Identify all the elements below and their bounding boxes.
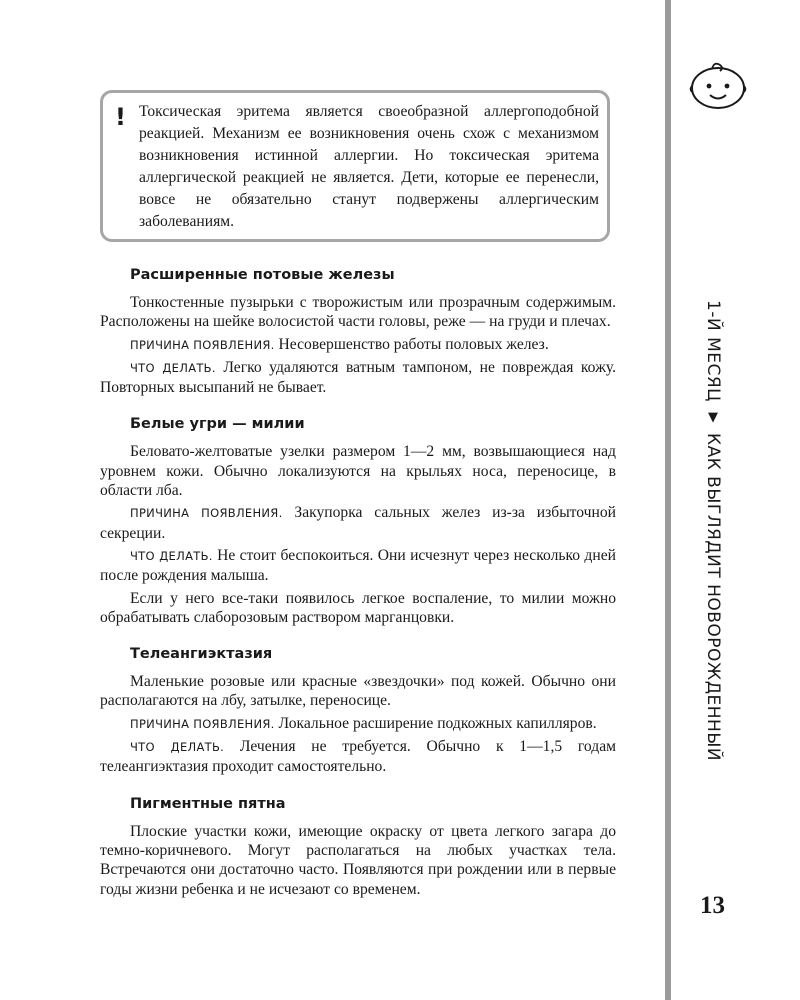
cause-paragraph xyxy=(100,503,616,543)
section-heading: Пигментные пятна xyxy=(130,795,286,812)
section-description: Маленькие розовые или красные «звездочки» под кожей. Обычно они располагаются на лбу, затылке, переносице. xyxy=(100,673,616,710)
action-text: Лечения не требуется. Обычно к 1—1,5 годам телеангиэктазия проходит самостоятельно. xyxy=(100,738,616,776)
section-pigment-spots xyxy=(100,795,616,899)
cause-text: Несовершенство работы половых желез. xyxy=(278,335,549,353)
exclamation-icon: ! xyxy=(115,103,126,131)
chapter-topic: КАК ВЫГЛЯДИТ НОВОРОЖДЕННЫЙ xyxy=(703,433,723,762)
section-description: Плоские участки кожи, имеющие окраску от цвета легкого загара до темно-коричневого. Могут располагаться на любых участках тела. Встречаются они достаточно часто. Появляются при рождении или в первые годы жизни ребенка и не исчезают со временем. xyxy=(100,822,616,898)
chapter-side-title xyxy=(700,300,726,762)
cause-text: Закупорка сальных желез из-за избыточной секреции. xyxy=(100,504,616,542)
section-heading: Расширенные потовые железы xyxy=(130,267,395,283)
chapter-month: 1-Й МЕСЯЦ xyxy=(703,300,723,402)
section-heading: Телеангиэктазия xyxy=(130,646,273,663)
section-milia xyxy=(100,415,616,627)
action-label: ЧТО ДЕЛАТЬ. xyxy=(130,360,216,375)
triangle-down-icon: ▼ xyxy=(705,409,721,426)
cause-text: Локальное расширение подкожных капилляров. xyxy=(278,714,597,732)
section-heading: Белые угри — милии xyxy=(130,416,305,433)
section-sweat-glands xyxy=(100,266,616,397)
extra-paragraph: Если у него все-таки появилось легкое воспаление, то милии можно обрабатывать слаборозовым раствором марганцовки. xyxy=(100,589,616,626)
action-paragraph xyxy=(100,546,616,586)
page-edge-divider xyxy=(665,0,671,1000)
page-number: 13 xyxy=(700,892,725,919)
baby-face-icon xyxy=(688,60,748,112)
note-text: Токсическая эритема является своеобразной аллергоподобной реакцией. Механизм ее возникновения очень схож с механизмом возникновения истинной аллергии. Но токсическая эритема аллергической реакцией не является. Дети, которые ее перенесли, вовсе не обязательно станут подвержены аллергическим заболеваниям. xyxy=(139,103,599,230)
section-description: Беловато-желтоватые узелки размером 1—2 мм, возвышающиеся над уровнем кожи. Обычно локализуются на крыльях носа, переносице, в области лба. xyxy=(100,443,616,500)
main-content xyxy=(100,266,616,917)
cause-label: ПРИЧИНА ПОЯВЛЕНИЯ. xyxy=(130,716,275,731)
cause-label: ПРИЧИНА ПОЯВЛЕНИЯ. xyxy=(130,506,283,521)
cause-paragraph xyxy=(100,714,616,734)
cause-label: ПРИЧИНА ПОЯВЛЕНИЯ. xyxy=(130,337,275,352)
important-note-box xyxy=(100,90,610,242)
section-description: Тонкостенные пузырьки с творожистым или прозрачным содержимым. Расположены на шейке волосистой части головы, реже — на груди и плечах. xyxy=(100,294,616,331)
action-paragraph xyxy=(100,737,616,777)
action-label: ЧТО ДЕЛАТЬ. xyxy=(130,548,213,563)
action-paragraph xyxy=(100,358,616,398)
action-label: ЧТО ДЕЛАТЬ. xyxy=(130,740,225,755)
cause-paragraph xyxy=(100,335,616,355)
action-text: Не стоит беспокоиться. Они исчезнут через несколько дней после рождения малыша. xyxy=(100,546,616,585)
section-telangiectasia xyxy=(100,645,616,776)
action-text: Легко удаляются ватным тампоном, не повреждая кожу. Повторных высыпаний не бывает. xyxy=(100,358,616,397)
